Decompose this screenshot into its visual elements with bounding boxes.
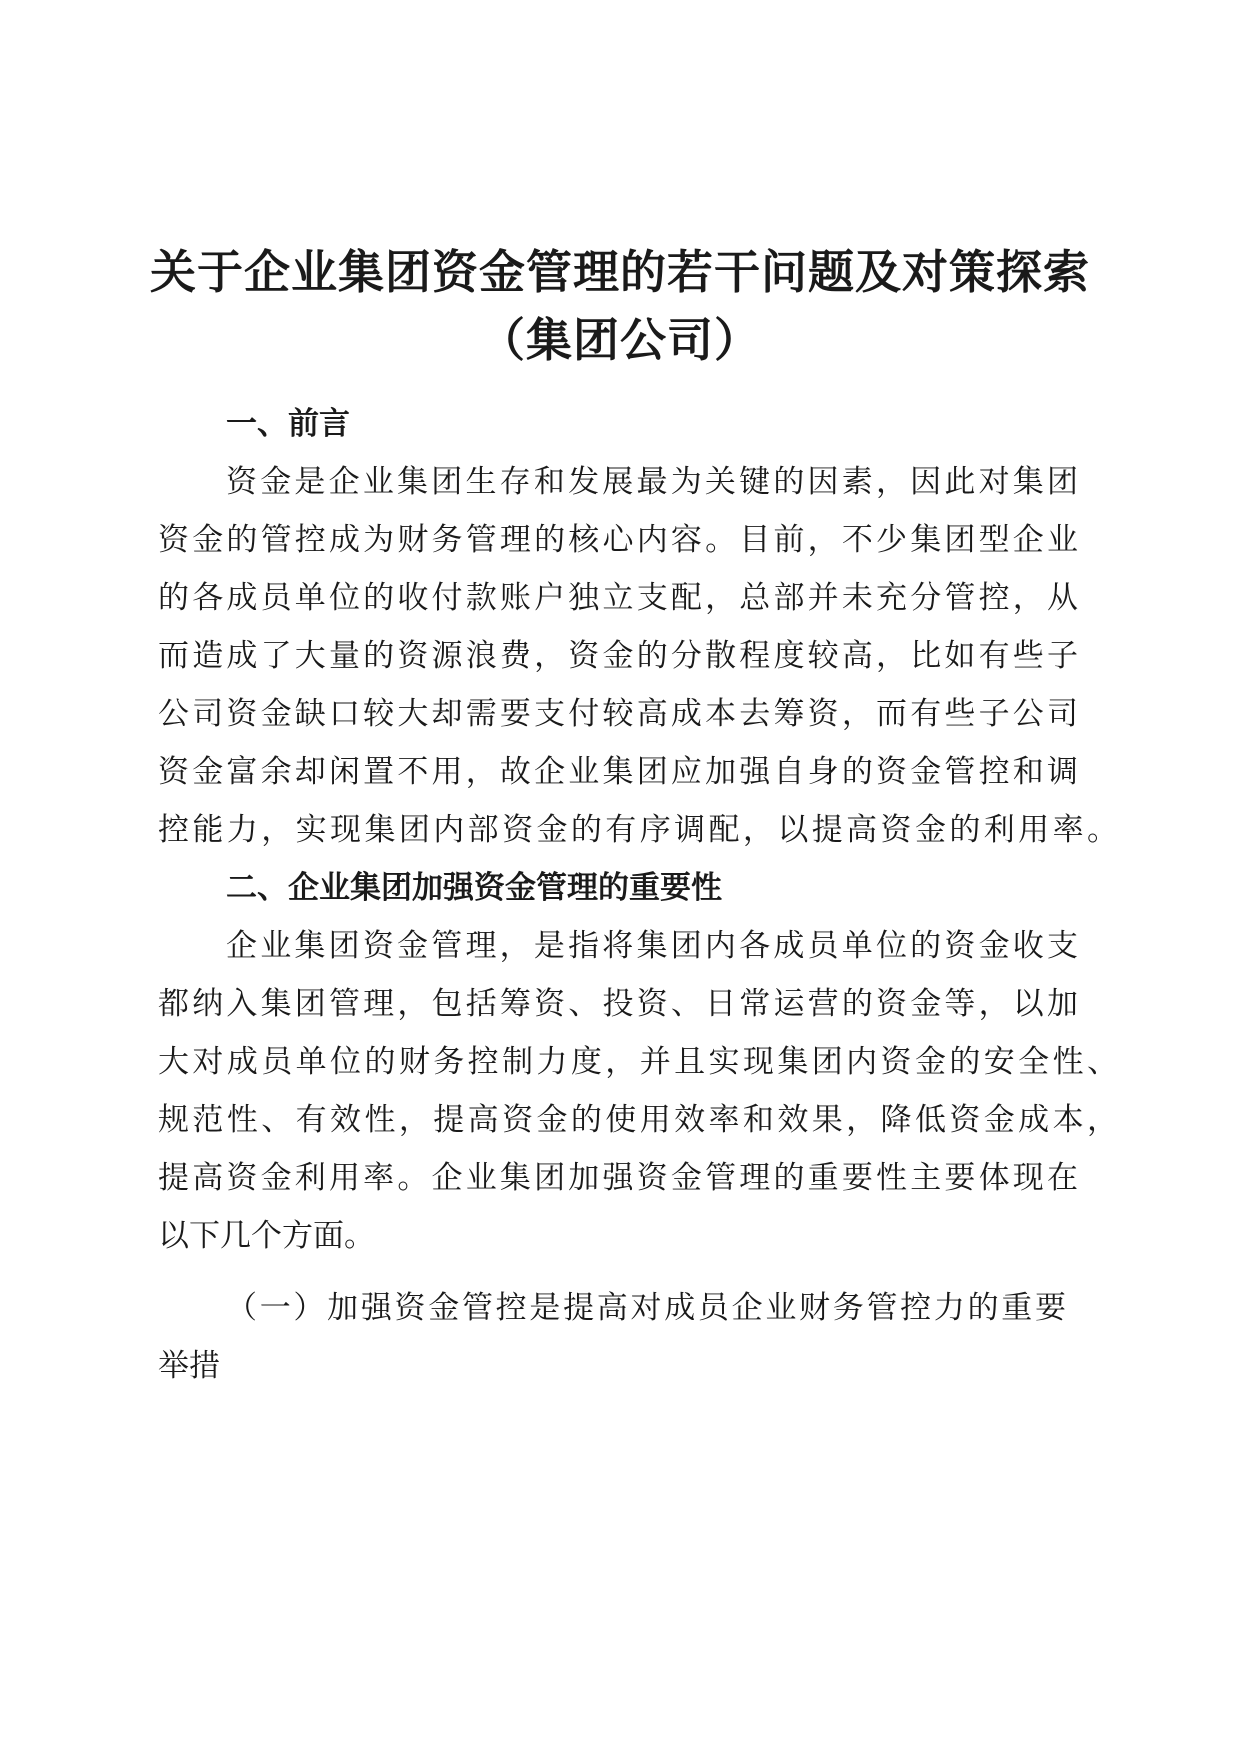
- subsection-heading: （一）加强资金管控是提高对成员企业财务管控力的重要: [226, 1290, 1066, 1326]
- paragraph-line: 公司资金缺口较大却需要支付较高成本去筹资，而有些子公司: [158, 696, 1078, 732]
- paragraph-line: 以下几个方面。: [158, 1218, 375, 1254]
- paragraph-line: 资金的管控成为财务管理的核心内容。目前，不少集团型企业: [158, 522, 1078, 558]
- section-heading-importance: 二、企业集团加强资金管理的重要性: [226, 870, 722, 906]
- paragraph-line: 而造成了大量的资源浪费，资金的分散程度较高，比如有些子: [158, 638, 1078, 674]
- paragraph-line: 资金是企业集团生存和发展最为关键的因素，因此对集团: [226, 464, 1078, 500]
- paragraph-line: 企业集团资金管理，是指将集团内各成员单位的资金收支: [226, 928, 1078, 964]
- paragraph-line: 都纳入集团管理，包括筹资、投资、日常运营的资金等，以加: [158, 986, 1078, 1022]
- paragraph-line: 提高资金利用率。企业集团加强资金管理的重要性主要体现在: [158, 1160, 1078, 1196]
- paragraph-line: 规范性、有效性，提高资金的使用效率和效果，降低资金成本，: [158, 1102, 1118, 1138]
- section-heading-preface: 一、前言: [226, 406, 350, 442]
- subsection-heading-continued: 举措: [158, 1348, 220, 1384]
- paragraph-line: 的各成员单位的收付款账户独立支配，总部并未充分管控，从: [158, 580, 1078, 616]
- paragraph-line: 资金富余却闲置不用，故企业集团应加强自身的资金管控和调: [158, 754, 1078, 790]
- document-subtitle: （集团公司）: [479, 313, 761, 367]
- paragraph-line: 大对成员单位的财务控制力度，并且实现集团内资金的安全性、: [158, 1044, 1118, 1080]
- paragraph-line: 控能力，实现集团内部资金的有序调配，以提高资金的利用率。: [158, 812, 1118, 848]
- document-title: 关于企业集团资金管理的若干问题及对策探索: [150, 245, 1090, 299]
